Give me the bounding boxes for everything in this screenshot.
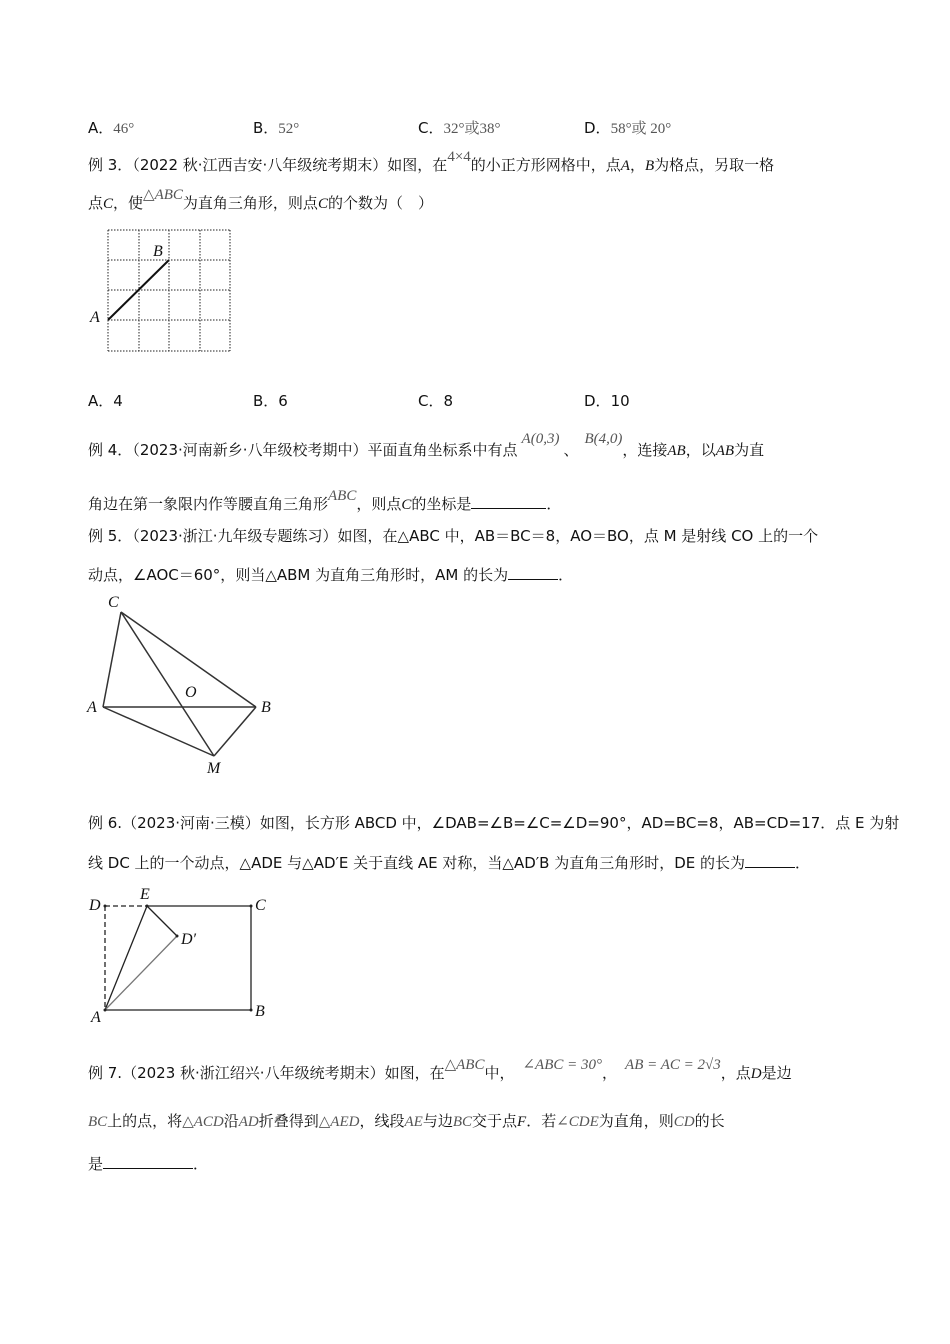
ex4-line2: 角边在第一象限内作等腰直角三角形ABC，则点C的坐标是 ．	[88, 488, 562, 513]
ex5-triangle-figure	[80, 590, 290, 780]
label-a: A	[90, 309, 100, 326]
ex3-option-b: B．6	[253, 392, 288, 410]
label-b: B	[261, 699, 271, 716]
ex6-line2: 线 DC 上的一个动点，△ADE 与△AD′E 关于直线 AE 对称，当△AD′B 为直角三角形时，DE 的长为 ．	[88, 851, 810, 873]
answer-blank[interactable]	[103, 1152, 193, 1169]
ex5-line1: 例 5．（2023·浙江·九年级专题练习）如图，在△ABC 中，AB＝BC＝8，AO＝BO，点 M 是射线 CO 上的一个	[88, 527, 819, 545]
option-a: A．46°	[88, 119, 135, 137]
answer-blank[interactable]	[508, 563, 558, 580]
ex7-number: 例 7.	[88, 1064, 123, 1082]
label-c: C	[255, 897, 266, 914]
ex3-option-d: D．10	[584, 392, 630, 410]
option-b: B．52°	[253, 119, 300, 137]
ex7-line1: 例 7.（2023 秋·浙江绍兴·八年级统考期末）如图，在△ABC中， ∠ABC = 30°， AB = AC = 2√3，点D是边	[88, 1057, 792, 1082]
label-a: A	[87, 699, 97, 716]
label-b: B	[153, 243, 163, 260]
label-c: C	[108, 594, 119, 611]
label-e: E	[140, 886, 150, 903]
answer-blank[interactable]	[745, 851, 795, 868]
label-d-prime: D′	[181, 931, 197, 948]
ex3-grid-figure	[80, 220, 250, 360]
ex4-line1: 例 4．（2023·河南新乡·八年级校考期中）平面直角坐标系中有点A(0,3)、B(4,0)，连接AB，以AB为直	[88, 431, 765, 459]
ex7-source: （2023 秋·浙江绍兴·八年级统考期末）	[122, 1064, 385, 1082]
label-d: D	[89, 897, 101, 914]
ex6-source: （2023·河南·三模）	[122, 814, 260, 832]
ex4-number: 例 4．	[88, 441, 133, 459]
ex3-option-c: C．8	[418, 392, 454, 410]
label-b: B	[255, 1003, 265, 1020]
ex3-source: （2022 秋·江西吉安·八年级统考期末）	[132, 156, 388, 174]
option-c: C．32°或38°	[418, 119, 501, 137]
ex3-option-a: A．4	[88, 392, 123, 410]
ex3-number: 例 3．	[88, 156, 133, 174]
ex6-number: 例 6.	[88, 814, 123, 832]
ex5-number: 例 5．	[88, 527, 133, 545]
label-m: M	[207, 760, 221, 777]
ex6-line1: 例 6.（2023·河南·三模）如图，长方形 ABCD 中，∠DAB=∠B=∠C=∠D=90°，AD=BC=8，AB=CD=17．点 E 为射	[88, 814, 900, 832]
label-o: O	[185, 684, 197, 701]
ex5-source: （2023·浙江·九年级专题练习）	[132, 527, 338, 545]
label-a: A	[91, 1009, 101, 1026]
answer-blank[interactable]	[471, 492, 546, 509]
ex4-source: （2023·河南新乡·八年级校考期中）	[132, 441, 368, 459]
ex3-line1: 例 3．（2022 秋·江西吉安·八年级统考期末）如图，在4×4的小正方形网格中，点A，B为格点，另取一格	[88, 149, 775, 174]
ex6-rectangle-figure	[80, 885, 280, 1030]
ex7-line2: BC上的点，将△ACD沿AD折叠得到△AED，线段AE与边BC交于点F．若∠CDE为直角，则CD的长	[88, 1112, 725, 1130]
ex3-line2: 点C，使△ABC为直角三角形，则点C的个数为（ ）	[88, 187, 433, 212]
option-d: D．58°或 20°	[584, 119, 672, 137]
ex5-line2: 动点，∠AOC＝60°，则当△ABM 为直角三角形时，AM 的长为 ．	[88, 563, 573, 585]
ex7-line3: 是 ．	[88, 1152, 208, 1174]
